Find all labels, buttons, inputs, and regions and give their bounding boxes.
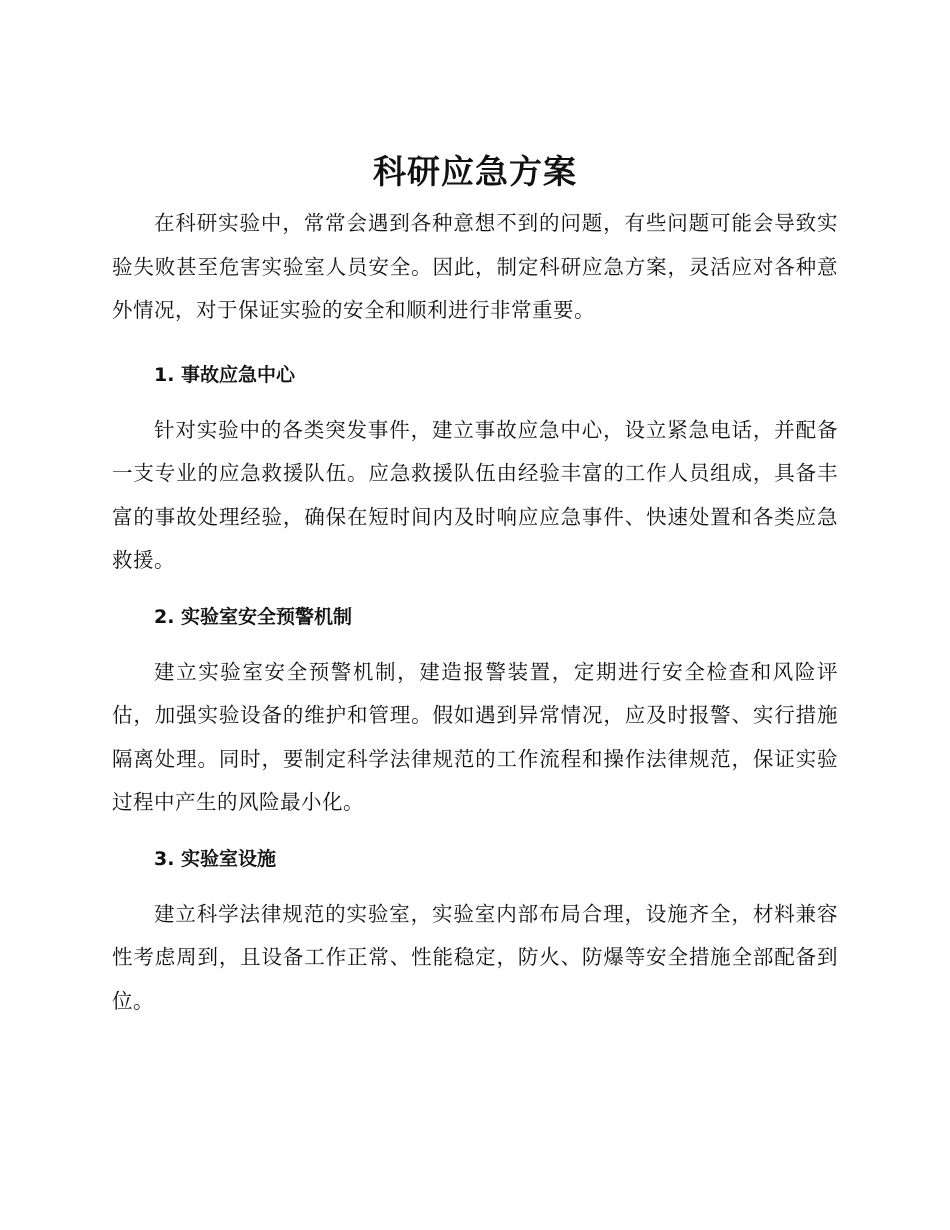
- section-body-safety-warning: 建立实验室安全预警机制，建造报警装置，定期进行安全检查和风险评估，加强实验设备的维护和管理。假如遇到异常情况，应及时报警、实行措施隔离处理。同时，要制定科学法律规范的工作流程和操作法律规范，保证实验过程中产生的风险最小化。: [112, 659, 838, 814]
- section-heading-lab-facilities: 3. 实验室设施: [154, 847, 277, 870]
- section-heading-emergency-center: 1. 事故应急中心: [154, 363, 296, 386]
- section-body-lab-facilities: 建立科学法律规范的实验室，实验室内部布局合理，设施齐全，材料兼容性考虑周到，且设备工作正常、性能稳定，防火、防爆等安全措施全部配备到位。: [112, 901, 838, 1013]
- document-title: 科研应急方案: [373, 152, 577, 191]
- document-page: [112, 148, 838, 1023]
- section-heading-safety-warning: 2. 实验室安全预警机制: [154, 605, 353, 628]
- section-body-emergency-center: 针对实验中的各类突发事件，建立事故应急中心，设立紧急电话，并配备一支专业的应急救援队伍。应急救援队伍由经验丰富的工作人员组成，具备丰富的事故处理经验，确保在短时间内及时响应应急事件、快速处置和各类应急救援。: [112, 417, 838, 572]
- intro-paragraph: 在科研实验中，常常会遇到各种意想不到的问题，有些问题可能会导致实验失败甚至危害实验室人员安全。因此，制定科研应急方案，灵活应对各种意外情况，对于保证实验的安全和顺利进行非常重要。: [112, 211, 838, 322]
